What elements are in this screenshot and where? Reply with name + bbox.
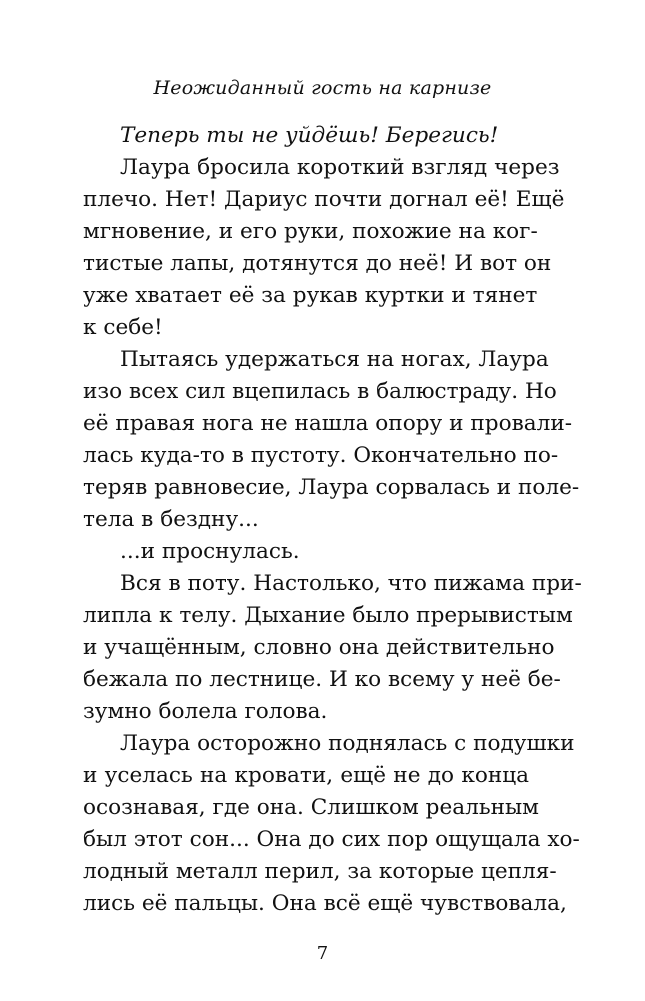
text-line: ...и проснулась. [120, 539, 300, 564]
text-line: Лаура бросила короткий взгляд через [120, 155, 560, 180]
text-line: Теперь ты не уйдёшь! Берегись! [120, 123, 499, 148]
text-line: бежала по лестнице. И ко всему у неё бе- [83, 667, 561, 692]
text-line: теряв равновесие, Лаура сорвалась и поле- [83, 475, 580, 500]
text-line: плечо. Нет! Дариус почти догнал её! Ещё [83, 187, 565, 212]
text-line: изо всех сил вцепилась в балюстраду. Но [83, 379, 557, 404]
text-line: к себе! [83, 315, 163, 340]
text-line: и учащённым, словно она действительно [83, 635, 555, 660]
text-line: осознавая, где она. Слишком реальным [83, 795, 539, 820]
text-line: липла к телу. Дыхание было прерывистым [83, 603, 573, 628]
text-line: Вся в поту. Настолько, что пижама при- [120, 571, 582, 596]
text-line: был этот сон... Она до сих пор ощущала хо- [83, 827, 580, 852]
text-line: лись её пальцы. Она всё ещё чувствовала, [83, 891, 567, 916]
text-line: мгновение, и его руки, похожие на ког- [83, 219, 538, 244]
text-line: Пытаясь удержаться на ногах, Лаура [120, 347, 549, 372]
text-line: лодный металл перил, за которые цепля- [83, 859, 557, 884]
running-head: Неожиданный гость на карнизе [153, 77, 492, 99]
text-line: её правая нога не нашла опору и провали- [83, 411, 573, 436]
text-line: лась куда-то в пустоту. Окончательно по- [83, 443, 559, 468]
text-line: и уселась на кровати, ещё не до конца [83, 763, 529, 788]
page-number: 7 [316, 943, 329, 964]
text-line: уже хватает её за рукав куртки и тянет [83, 283, 538, 308]
text-line: Лаура осторожно поднялась с подушки [120, 731, 575, 756]
text-line: тела в бездну... [83, 507, 259, 532]
text-line: зумно болела голова. [83, 699, 328, 724]
text-line: тистые лапы, дотянутся до неё! И вот он [83, 251, 552, 276]
